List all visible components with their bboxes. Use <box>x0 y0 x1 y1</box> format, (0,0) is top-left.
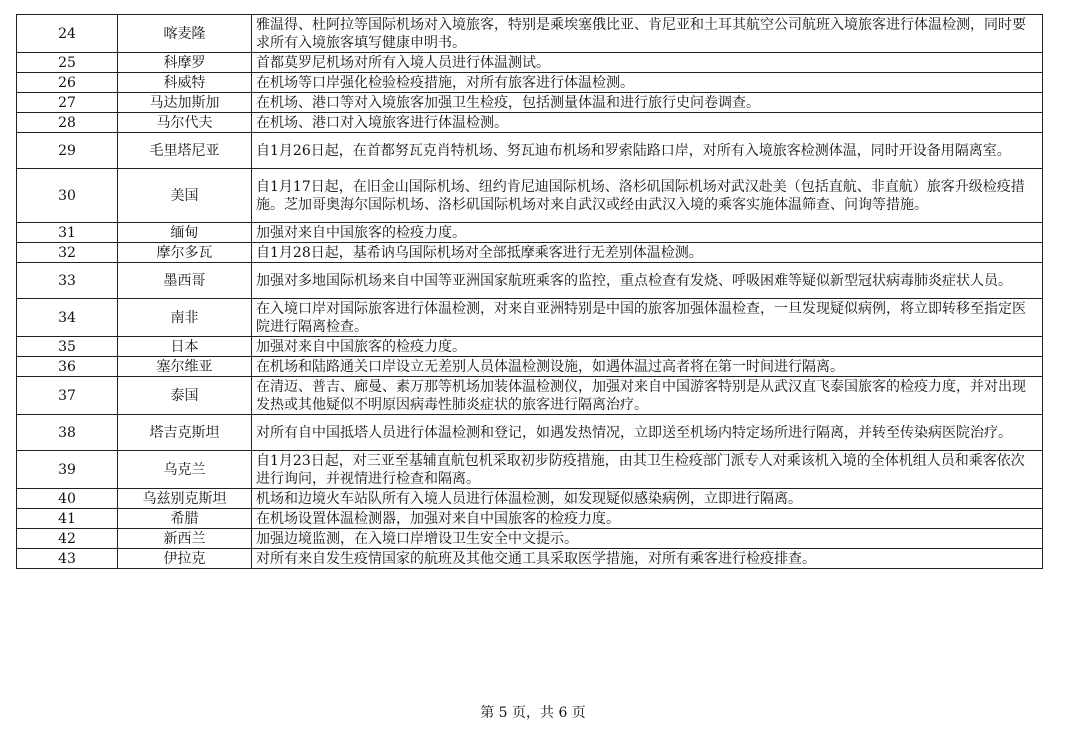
table-body <box>17 15 1043 569</box>
country-name: 马达加斯加 <box>118 93 252 113</box>
table-row <box>17 133 1043 169</box>
table-row <box>17 337 1043 357</box>
table-row <box>17 377 1043 415</box>
country-name: 马尔代夫 <box>118 113 252 133</box>
table-row <box>17 169 1043 223</box>
country-name: 塞尔维亚 <box>118 357 252 377</box>
measure-text: 加强对多地国际机场来自中国等亚洲国家航班乘客的监控，重点检查有发烧、呼吸困难等疑似新型冠状病毒肺炎症状人员。 <box>252 263 1043 299</box>
measure-text: 在机场等口岸强化检验检疫措施，对所有旅客进行体温检测。 <box>252 73 1043 93</box>
country-name: 新西兰 <box>118 529 252 549</box>
country-name: 日本 <box>118 337 252 357</box>
row-number: 25 <box>17 53 118 73</box>
row-number: 31 <box>17 223 118 243</box>
row-number: 43 <box>17 549 118 569</box>
row-number: 30 <box>17 169 118 223</box>
measure-text: 在机场和陆路通关口岸设立无差别人员体温检测设施，如遇体温过高者将在第一时间进行隔离。 <box>252 357 1043 377</box>
measure-text: 加强边境监测，在入境口岸增设卫生安全中文提示。 <box>252 529 1043 549</box>
table-row <box>17 299 1043 337</box>
row-number: 28 <box>17 113 118 133</box>
table-row <box>17 15 1043 53</box>
measure-text: 在机场设置体温检测器，加强对来自中国旅客的检疫力度。 <box>252 509 1043 529</box>
page-footer: 第 5 页，共 6 页 <box>480 705 586 721</box>
country-name: 科摩罗 <box>118 53 252 73</box>
measure-text: 加强对来自中国旅客的检疫力度。 <box>252 337 1043 357</box>
table-row <box>17 263 1043 299</box>
measure-text: 首都莫罗尼机场对所有入境人员进行体温测试。 <box>252 53 1043 73</box>
measure-text: 在机场、港口等对入境旅客加强卫生检疫，包括测量体温和进行旅行史问卷调查。 <box>252 93 1043 113</box>
country-name: 喀麦隆 <box>118 15 252 53</box>
measure-text: 自1月17日起，在旧金山国际机场、纽约肯尼迪国际机场、洛杉矶国际机场对武汉赴美（包括直航、非直航）旅客升级检疫措施。芝加哥奥海尔国际机场、洛杉矶国际机场对来自武汉或经由武汉入境的乘客实施体温筛查、问询等措施。 <box>252 169 1043 223</box>
row-number: 40 <box>17 489 118 509</box>
table-row <box>17 415 1043 451</box>
row-number: 36 <box>17 357 118 377</box>
table-row <box>17 489 1043 509</box>
country-name: 塔吉克斯坦 <box>118 415 252 451</box>
country-name: 摩尔多瓦 <box>118 243 252 263</box>
country-name: 乌兹别克斯坦 <box>118 489 252 509</box>
country-name: 科威特 <box>118 73 252 93</box>
table-row <box>17 549 1043 569</box>
table-row <box>17 243 1043 263</box>
country-name: 墨西哥 <box>118 263 252 299</box>
country-name: 缅甸 <box>118 223 252 243</box>
row-number: 39 <box>17 451 118 489</box>
measure-text: 在清迈、普吉、廊曼、素万那等机场加装体温检测仪，加强对来自中国游客特别是从武汉直飞泰国旅客的检疫力度，并对出现发热或其他疑似不明原因病毒性肺炎症状的旅客进行隔离治疗。 <box>252 377 1043 415</box>
row-number: 34 <box>17 299 118 337</box>
table-row <box>17 357 1043 377</box>
measure-text: 对所有自中国抵塔人员进行体温检测和登记，如遇发热情况，立即送至机场内特定场所进行隔离，并转至传染病医院治疗。 <box>252 415 1043 451</box>
country-name: 南非 <box>118 299 252 337</box>
quarantine-measures-table <box>16 14 1043 569</box>
row-number: 27 <box>17 93 118 113</box>
table-row <box>17 451 1043 489</box>
table-row <box>17 93 1043 113</box>
table-row <box>17 53 1043 73</box>
country-name: 泰国 <box>118 377 252 415</box>
measure-text: 在入境口岸对国际旅客进行体温检测，对来自亚洲特别是中国的旅客加强体温检查，一旦发现疑似病例，将立即转移至指定医院进行隔离检查。 <box>252 299 1043 337</box>
table-row <box>17 223 1043 243</box>
country-name: 伊拉克 <box>118 549 252 569</box>
table-row <box>17 529 1043 549</box>
table-row <box>17 509 1043 529</box>
country-name: 希腊 <box>118 509 252 529</box>
measure-text: 自1月26日起，在首都努瓦克肖特机场、努瓦迪布机场和罗索陆路口岸，对所有入境旅客检测体温，同时开设备用隔离室。 <box>252 133 1043 169</box>
row-number: 37 <box>17 377 118 415</box>
row-number: 41 <box>17 509 118 529</box>
row-number: 42 <box>17 529 118 549</box>
row-number: 24 <box>17 15 118 53</box>
measure-text: 雅温得、杜阿拉等国际机场对入境旅客，特别是乘埃塞俄比亚、肯尼亚和土耳其航空公司航班入境旅客进行体温检测，同时要求所有入境旅客填写健康申明书。 <box>252 15 1043 53</box>
measure-text: 机场和边境火车站队所有入境人员进行体温检测，如发现疑似感染病例，立即进行隔离。 <box>252 489 1043 509</box>
country-name: 毛里塔尼亚 <box>118 133 252 169</box>
measure-text: 对所有来自发生疫情国家的航班及其他交通工具采取医学措施，对所有乘客进行检疫排查。 <box>252 549 1043 569</box>
country-name: 乌克兰 <box>118 451 252 489</box>
table-row <box>17 73 1043 93</box>
measure-text: 加强对来自中国旅客的检疫力度。 <box>252 223 1043 243</box>
row-number: 26 <box>17 73 118 93</box>
row-number: 35 <box>17 337 118 357</box>
row-number: 38 <box>17 415 118 451</box>
country-name: 美国 <box>118 169 252 223</box>
row-number: 32 <box>17 243 118 263</box>
measure-text: 在机场、港口对入境旅客进行体温检测。 <box>252 113 1043 133</box>
row-number: 33 <box>17 263 118 299</box>
measure-text: 自1月28日起，基希讷乌国际机场对全部抵摩乘客进行无差别体温检测。 <box>252 243 1043 263</box>
table-row <box>17 113 1043 133</box>
measure-text: 自1月23日起，对三亚至基辅直航包机采取初步防疫措施，由其卫生检疫部门派专人对乘该机入境的全体机组人员和乘客依次进行询问，并视情进行检查和隔离。 <box>252 451 1043 489</box>
row-number: 29 <box>17 133 118 169</box>
